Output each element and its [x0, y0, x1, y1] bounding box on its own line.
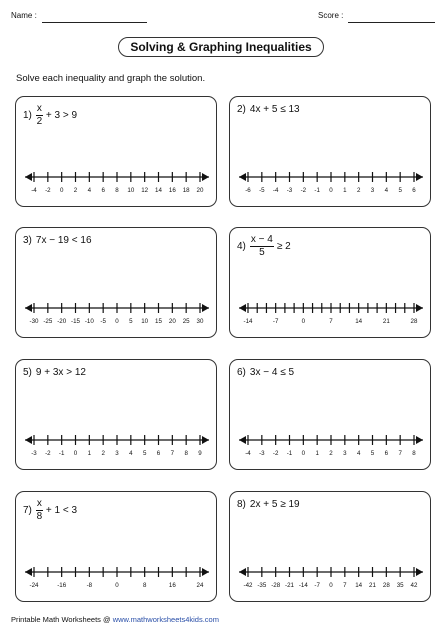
tick-label: -3	[259, 450, 265, 457]
problem-card-8	[229, 491, 431, 602]
tick-label: 8	[412, 450, 416, 457]
problem-expression	[23, 499, 77, 522]
tick-label: 0	[329, 582, 333, 589]
number-line[interactable]	[22, 564, 212, 594]
tick-label: -20	[57, 318, 67, 325]
problem-card-3	[15, 227, 217, 338]
tick-label: 5	[370, 450, 375, 457]
tick-label: 2	[73, 187, 78, 194]
tick-label: 24	[196, 582, 204, 589]
problem-expression	[237, 104, 300, 115]
tick-label: 35	[396, 582, 404, 589]
tick-label: -1	[314, 187, 320, 194]
tick-label: 7	[329, 318, 333, 325]
name-label: Name :	[11, 11, 37, 20]
expression-text: 3x − 4 ≤ 5	[249, 367, 295, 378]
tick-label: 5	[398, 187, 402, 194]
expression-rest: ≥ 2	[276, 241, 291, 252]
numerator: x	[36, 498, 42, 509]
tick-label: 3	[370, 187, 375, 194]
tick-label: 8	[115, 187, 119, 194]
left-arrow-icon	[25, 304, 32, 312]
tick-label: 4	[384, 187, 389, 194]
tick-label: 1	[315, 450, 319, 457]
tick-label: 16	[168, 582, 176, 589]
tick-label: 21	[382, 318, 390, 325]
expression-text: 9 + 3x > 12	[35, 367, 86, 378]
number-line[interactable]	[236, 169, 426, 199]
tick-label: 2	[329, 450, 333, 457]
problem-card-1	[15, 96, 217, 207]
tick-label: 4	[87, 187, 92, 194]
left-arrow-icon	[25, 436, 32, 444]
problem-card-5	[15, 359, 217, 470]
tick-label: -4	[272, 187, 279, 194]
expression-text: 2x + 5 ≥ 19	[249, 499, 300, 510]
right-arrow-icon	[416, 304, 423, 312]
expression-text: 7x − 19 < 16	[35, 235, 92, 246]
tick-label: -2	[300, 187, 307, 194]
expression-text: 4x + 5 ≤ 13	[249, 104, 300, 115]
problem-number: 1)	[23, 110, 32, 121]
tick-label: 12	[141, 187, 149, 194]
tick-label: 6	[101, 187, 105, 194]
tick-label: -28	[271, 582, 281, 589]
tick-label: 28	[410, 318, 418, 325]
fraction	[250, 235, 274, 258]
tick-label: -5	[259, 187, 265, 194]
tick-label: -15	[71, 318, 80, 325]
tick-label: -2	[45, 187, 51, 194]
tick-label: -10	[84, 318, 94, 325]
tick-label: 0	[59, 187, 64, 194]
tick-label: -8	[86, 582, 93, 589]
left-arrow-icon	[239, 173, 246, 181]
tick-label: 20	[168, 318, 176, 325]
problem-number: 3)	[23, 235, 32, 246]
problem-expression	[23, 235, 92, 246]
fraction	[36, 104, 43, 127]
tick-label: -42	[243, 582, 253, 589]
footer-text: Printable Math Worksheets @	[11, 615, 113, 624]
problem-expression	[237, 367, 294, 378]
problem-expression	[23, 104, 77, 127]
instructions: Solve each inequality and graph the solution.	[16, 73, 206, 84]
tick-label: 2	[101, 450, 105, 457]
tick-label: -14	[243, 318, 253, 325]
problem-number: 5)	[23, 367, 32, 378]
worksheet-title	[118, 37, 324, 57]
tick-label: 1	[87, 450, 92, 457]
problem-number: 8)	[237, 499, 246, 510]
score-label: Score :	[318, 11, 344, 20]
tick-label: 10	[127, 187, 135, 194]
tick-label: 0	[73, 450, 78, 457]
tick-label: 0	[115, 318, 119, 325]
tick-label: 25	[182, 318, 190, 325]
denominator: 2	[36, 116, 43, 127]
denominator: 5	[259, 247, 265, 258]
tick-label: 9	[198, 450, 202, 457]
tick-label: 4	[356, 450, 361, 457]
footer	[11, 615, 219, 624]
tick-label: -21	[285, 582, 294, 589]
tick-label: 7	[170, 450, 175, 457]
tick-label: 18	[182, 187, 190, 194]
left-arrow-icon	[239, 436, 246, 444]
tick-label: -25	[43, 318, 53, 325]
tick-label: 8	[184, 450, 188, 457]
tick-label: 2	[356, 187, 361, 194]
tick-label: -2	[272, 450, 279, 457]
left-arrow-icon	[239, 568, 246, 576]
number-line[interactable]	[22, 169, 212, 199]
tick-label: 3	[115, 450, 119, 457]
right-arrow-icon	[416, 436, 423, 444]
right-arrow-icon	[416, 173, 423, 181]
tick-label: 0	[115, 582, 119, 589]
tick-label: -4	[31, 187, 37, 194]
tick-label: 28	[382, 582, 390, 589]
tick-label: 30	[196, 318, 204, 325]
right-arrow-icon	[202, 568, 209, 576]
tick-label: 3	[343, 450, 347, 457]
right-arrow-icon	[202, 173, 209, 181]
problem-number: 7)	[23, 505, 32, 516]
score-field[interactable]	[348, 22, 435, 23]
tick-label: 5	[129, 318, 133, 325]
tick-label: -3	[31, 450, 37, 457]
problem-card-4	[229, 227, 431, 338]
problem-expression	[237, 235, 291, 258]
problem-number: 2)	[237, 104, 246, 115]
number-line[interactable]	[236, 432, 426, 462]
tick-label: -1	[58, 450, 65, 457]
tick-label: 15	[155, 318, 162, 325]
tick-label: -2	[45, 450, 51, 457]
right-arrow-icon	[202, 436, 209, 444]
title-text: Solving & Graphing Inequalities	[130, 40, 312, 54]
tick-label: 14	[355, 318, 363, 325]
numerator: x − 4	[250, 234, 273, 245]
expression-rest: + 1 < 3	[45, 505, 78, 516]
tick-label: -5	[100, 318, 106, 325]
left-arrow-icon	[25, 173, 32, 181]
tick-label: 6	[156, 450, 161, 457]
number-line[interactable]	[22, 432, 212, 462]
problem-card-2	[229, 96, 431, 207]
tick-label: 5	[142, 450, 147, 457]
tick-label: 0	[301, 318, 306, 325]
problem-card-6	[229, 359, 431, 470]
expression-rest: + 3 > 9	[45, 110, 78, 121]
problem-card-7	[15, 491, 217, 602]
numerator: x	[36, 103, 42, 114]
footer-link[interactable]: www.mathworksheets4kids.com	[112, 615, 219, 624]
number-line[interactable]	[236, 300, 426, 330]
tick-label: 4	[129, 450, 133, 457]
tick-label: 14	[155, 187, 162, 194]
tick-label: -6	[245, 187, 251, 194]
problem-number: 4)	[237, 241, 246, 252]
left-arrow-icon	[25, 568, 32, 576]
problem-number: 6)	[237, 367, 246, 378]
number-line[interactable]	[22, 300, 212, 330]
tick-label: 1	[343, 187, 347, 194]
tick-label: 7	[398, 450, 402, 457]
tick-label: -7	[272, 318, 279, 325]
tick-label: -35	[257, 582, 267, 589]
tick-label: 21	[369, 582, 376, 589]
tick-label: 42	[410, 582, 418, 589]
tick-label: -14	[298, 582, 308, 589]
tick-label: 0	[329, 187, 333, 194]
tick-label: 10	[141, 318, 149, 325]
denominator: 8	[36, 511, 43, 522]
tick-label: 6	[412, 187, 416, 194]
tick-label: -4	[245, 450, 251, 457]
tick-label: -24	[29, 582, 39, 589]
problem-expression	[237, 499, 300, 510]
tick-label: 7	[343, 582, 347, 589]
tick-label: 16	[168, 187, 176, 194]
right-arrow-icon	[416, 568, 423, 576]
name-field[interactable]	[42, 22, 147, 23]
right-arrow-icon	[202, 304, 209, 312]
tick-label: -16	[57, 582, 67, 589]
tick-label: -7	[314, 582, 320, 589]
tick-label: 8	[142, 582, 147, 589]
tick-label: 14	[355, 582, 363, 589]
tick-label: -3	[286, 187, 293, 194]
fraction	[36, 499, 43, 522]
left-arrow-icon	[239, 304, 246, 312]
tick-label: 20	[196, 187, 204, 194]
tick-label: -1	[286, 450, 293, 457]
problem-expression	[23, 367, 86, 378]
number-line[interactable]	[236, 564, 426, 594]
tick-label: -30	[29, 318, 39, 325]
tick-label: 6	[384, 450, 389, 457]
tick-label: 0	[301, 450, 306, 457]
